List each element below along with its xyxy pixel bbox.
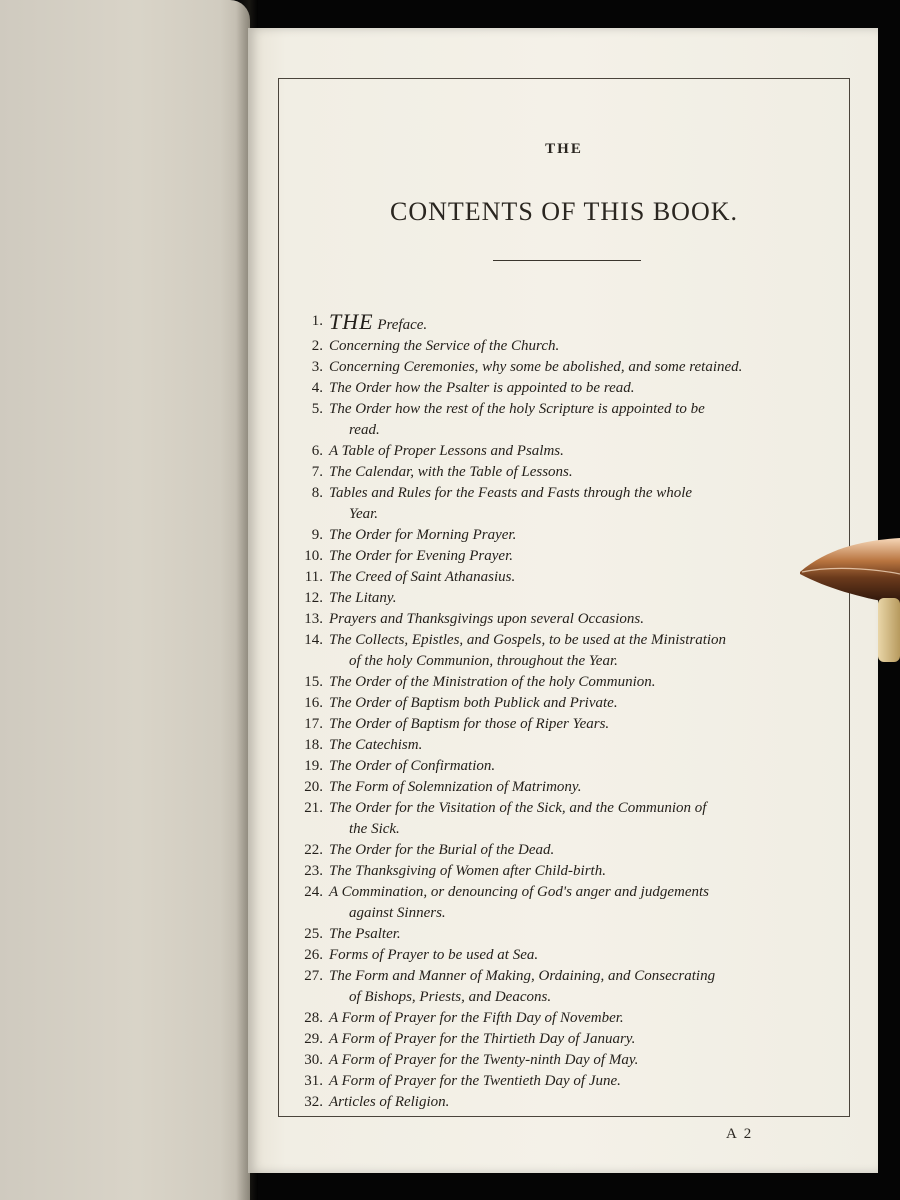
entry-number: 23.: [304, 863, 323, 879]
entry-continuation: the Sick.: [349, 821, 400, 837]
entry-text-wrap: [329, 1071, 847, 1092]
entry-text: A Form of Prayer for the Twenty-ninth Day of May.: [329, 1052, 639, 1068]
entry-number: 11.: [304, 569, 323, 585]
entry-text-wrap: [329, 756, 847, 777]
entry-text-wrap: [329, 861, 847, 882]
page-title: CONTENTS OF THIS BOOK.: [390, 197, 738, 226]
contents-list: [297, 311, 847, 1113]
entry-number: 24.: [304, 884, 323, 900]
entry-number: 16.: [304, 695, 323, 711]
contents-entry: [297, 840, 847, 861]
contents-entry: [297, 378, 847, 399]
entry-number: 22.: [304, 842, 323, 858]
left-page: [0, 0, 250, 1200]
entry-text: Concerning Ceremonies, why some be abolished, and some retained.: [329, 359, 743, 375]
entry-number: 29.: [304, 1031, 323, 1047]
entry-number: 15.: [304, 674, 323, 690]
contents-entry: [297, 357, 847, 378]
contents-entry: [297, 672, 847, 693]
entry-text-wrap: [329, 882, 847, 924]
entry-number: 31.: [304, 1073, 323, 1089]
entry-number: 32.: [304, 1094, 323, 1110]
entry-text-wrap: [329, 399, 847, 441]
entry-text: The Thanksgiving of Women after Child-birth.: [329, 863, 606, 879]
contents-entry: [297, 1050, 847, 1071]
entry-text-wrap: [329, 966, 847, 1008]
entry-number: 10.: [304, 548, 323, 564]
entry-text: Tables and Rules for the Feasts and Fasts through the whole: [329, 485, 693, 501]
entry-continuation: read.: [349, 422, 380, 438]
page-signature: A 2: [726, 1126, 754, 1142]
entry-text-wrap: [329, 1050, 847, 1071]
entry-text-wrap: [329, 441, 847, 462]
entry-continuation: Year.: [349, 506, 379, 522]
entry-continuation: of the holy Communion, throughout the Year.: [349, 653, 618, 669]
entry-text: The Order how the Psalter is appointed to be read.: [329, 380, 635, 396]
entry-text-wrap: [329, 483, 847, 525]
entry-number: 12.: [304, 590, 323, 606]
entry-text-wrap: [329, 924, 847, 945]
entry-text: The Order for the Burial of the Dead.: [329, 842, 555, 858]
contents-entry: [297, 336, 847, 357]
entry-number: 13.: [304, 611, 323, 627]
entry-text: The Catechism.: [329, 737, 423, 753]
metal-clip-icon: [800, 538, 900, 662]
contents-entry: [297, 966, 847, 1008]
entry-text: Concerning the Service of the Church.: [329, 338, 560, 354]
heading-small: THE: [545, 141, 583, 157]
entry-text: Prayers and Thanksgivings upon several Occasions.: [329, 611, 644, 627]
entry-number: 17.: [304, 716, 323, 732]
page-border-frame: [278, 78, 850, 1117]
entry-number: 19.: [304, 758, 323, 774]
entry-number: 21.: [304, 800, 323, 816]
contents-entry: [297, 735, 847, 756]
entry-number: 28.: [304, 1010, 323, 1026]
contents-entry: [297, 483, 847, 525]
contents-entry: [297, 756, 847, 777]
entry-text-wrap: [329, 714, 847, 735]
contents-entry: [297, 441, 847, 462]
contents-entry: [297, 609, 847, 630]
contents-entry: [297, 693, 847, 714]
entry-text: The Collects, Epistles, and Gospels, to be used at the Ministration: [329, 632, 727, 648]
entry-text-wrap: [329, 1029, 847, 1050]
contents-entry: [297, 588, 847, 609]
entry-text-wrap: [329, 462, 847, 483]
right-page: [248, 28, 878, 1173]
entry-number: 5.: [311, 401, 323, 417]
contents-entry: [297, 630, 847, 672]
entry-number: 26.: [304, 947, 323, 963]
contents-entry: [297, 462, 847, 483]
entry-text: A Form of Prayer for the Twentieth Day of June.: [329, 1073, 621, 1089]
entry-text: Articles of Religion.: [329, 1094, 450, 1110]
entry-text: The Form and Manner of Making, Ordaining, and Consecrating: [329, 968, 716, 984]
contents-entry: [297, 861, 847, 882]
entry-text-wrap: [329, 630, 847, 672]
entry-number: 3.: [311, 359, 323, 375]
entry-number: 14.: [304, 632, 323, 648]
entry-text: The Order for Evening Prayer.: [329, 548, 513, 564]
contents-entry: [297, 525, 847, 546]
entry-number: 1.: [311, 313, 323, 329]
contents-entry: [297, 882, 847, 924]
entry-text-wrap: [329, 588, 847, 609]
entry-text-wrap: [329, 546, 847, 567]
entry-number: 2.: [311, 338, 323, 354]
contents-entry: [297, 1029, 847, 1050]
entry-text: The Order for Morning Prayer.: [329, 527, 517, 543]
contents-entry: [297, 945, 847, 966]
entry-number: 18.: [304, 737, 323, 753]
contents-entry: [297, 1008, 847, 1029]
entry-text: A Form of Prayer for the Fifth Day of November.: [329, 1010, 624, 1026]
entry-text: The Litany.: [329, 590, 397, 606]
entry-text-wrap: [329, 840, 847, 861]
entry-text-wrap: [329, 378, 847, 399]
entry-number: 27.: [304, 968, 323, 984]
contents-entry: [297, 798, 847, 840]
contents-entry: [297, 567, 847, 588]
entry-number: 7.: [311, 464, 323, 480]
entry-text: A Form of Prayer for the Thirtieth Day of January.: [329, 1031, 636, 1047]
entry-text: The Psalter.: [329, 926, 401, 942]
entry-text-wrap: [329, 1008, 847, 1029]
entry-number: 30.: [304, 1052, 323, 1068]
entry-text: The Creed of Saint Athanasius.: [329, 569, 516, 585]
entry-text-wrap: [329, 945, 847, 966]
entry-text: Forms of Prayer to be used at Sea.: [329, 947, 539, 963]
contents-entry: [297, 1071, 847, 1092]
entry-number: 8.: [311, 485, 323, 501]
entry-text: The Order of Confirmation.: [329, 758, 496, 774]
entry-text: A Table of Proper Lessons and Psalms.: [329, 443, 564, 459]
contents-entry: [297, 924, 847, 945]
entry-text-wrap: [329, 693, 847, 714]
entry-text: The Form of Solemnization of Matrimony.: [329, 779, 582, 795]
entry-initial-word: THE: [329, 309, 374, 334]
entry-number: 4.: [311, 380, 323, 396]
entry-text: The Order of Baptism for those of Riper Years.: [329, 716, 610, 732]
entry-text-wrap: [329, 777, 847, 798]
contents-entry: [297, 777, 847, 798]
entry-continuation: against Sinners.: [349, 905, 446, 921]
entry-text-wrap: [329, 798, 847, 840]
entry-text: The Order how the rest of the holy Scripture is appointed to be: [329, 401, 705, 417]
entry-text-wrap: [329, 525, 847, 546]
entry-number: 20.: [304, 779, 323, 795]
contents-entry: [297, 546, 847, 567]
entry-number: 6.: [311, 443, 323, 459]
entry-number: 9.: [311, 527, 323, 543]
contents-entry: [297, 399, 847, 441]
entry-text: The Calendar, with the Table of Lessons.: [329, 464, 573, 480]
entry-text: A Commination, or denouncing of God's anger and judgements: [329, 884, 709, 900]
entry-text: The Order of Baptism both Publick and Private.: [329, 695, 618, 711]
title-rule: [493, 260, 641, 261]
entry-text: Preface.: [373, 317, 428, 333]
entry-text-wrap: [329, 1092, 847, 1113]
contents-entry: [297, 311, 847, 336]
entry-text-wrap: [329, 609, 847, 630]
entry-text-wrap: [329, 311, 847, 336]
entry-text: The Order for the Visitation of the Sick, and the Communion of: [329, 800, 707, 816]
entry-text-wrap: [329, 357, 847, 378]
contents-entry: [297, 714, 847, 735]
entry-continuation: of Bishops, Priests, and Deacons.: [349, 989, 552, 1005]
entry-text-wrap: [329, 336, 847, 357]
entry-text-wrap: [329, 567, 847, 588]
entry-text-wrap: [329, 735, 847, 756]
entry-number: 25.: [304, 926, 323, 942]
entry-text-wrap: [329, 672, 847, 693]
contents-entry: [297, 1092, 847, 1113]
entry-text: The Order of the Ministration of the holy Communion.: [329, 674, 656, 690]
